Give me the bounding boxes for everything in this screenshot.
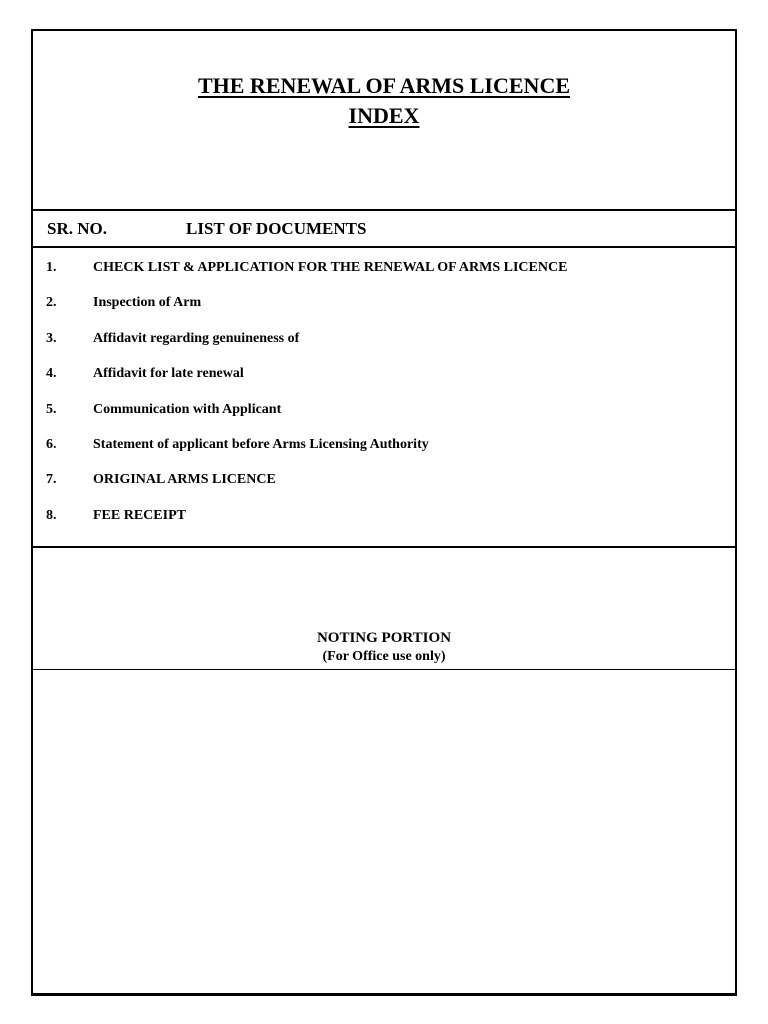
sr-no-header: SR. NO.	[47, 219, 107, 238]
list-item	[33, 508, 735, 530]
index-heading: INDEX	[348, 103, 420, 128]
item-number: 6.	[46, 437, 57, 452]
list-item	[33, 402, 735, 424]
document-title: THE RENEWAL OF ARMS LICENCE	[197, 73, 571, 98]
office-notes-area	[33, 670, 735, 993]
list-item	[33, 331, 735, 353]
item-number: 7.	[46, 472, 57, 487]
item-number: 3.	[46, 331, 57, 346]
title-block	[33, 31, 735, 211]
list-item	[33, 260, 735, 282]
list-item	[33, 295, 735, 317]
list-item	[33, 437, 735, 459]
list-item	[33, 366, 735, 388]
item-number: 4.	[46, 366, 57, 381]
item-text: Inspection of Arm	[93, 295, 202, 310]
list-item	[33, 472, 735, 494]
table-header-row	[33, 211, 735, 248]
item-text: ORIGINAL ARMS LICENCE	[93, 472, 276, 487]
item-number: 8.	[46, 508, 57, 523]
documents-list	[33, 248, 735, 548]
list-of-documents-header: LIST OF DOCUMENTS	[186, 219, 367, 238]
item-text: CHECK LIST & APPLICATION FOR THE RENEWAL OF ARMS LICENCE	[93, 260, 568, 275]
item-text: FEE RECEIPT	[93, 508, 186, 523]
noting-portion-header	[33, 548, 735, 670]
item-text: Affidavit regarding genuineness of	[93, 331, 300, 346]
item-number: 5.	[46, 402, 57, 417]
item-text: Communication with Applicant	[93, 402, 282, 417]
item-number: 1.	[46, 260, 57, 275]
noting-portion-title: NOTING PORTION	[316, 630, 452, 646]
item-text: Affidavit for late renewal	[93, 366, 244, 381]
item-text: Statement of applicant before Arms Licensing Authority	[93, 437, 429, 452]
document-page	[31, 29, 737, 996]
item-number: 2.	[46, 295, 57, 310]
noting-portion-subtitle: (For Office use only)	[322, 649, 446, 664]
